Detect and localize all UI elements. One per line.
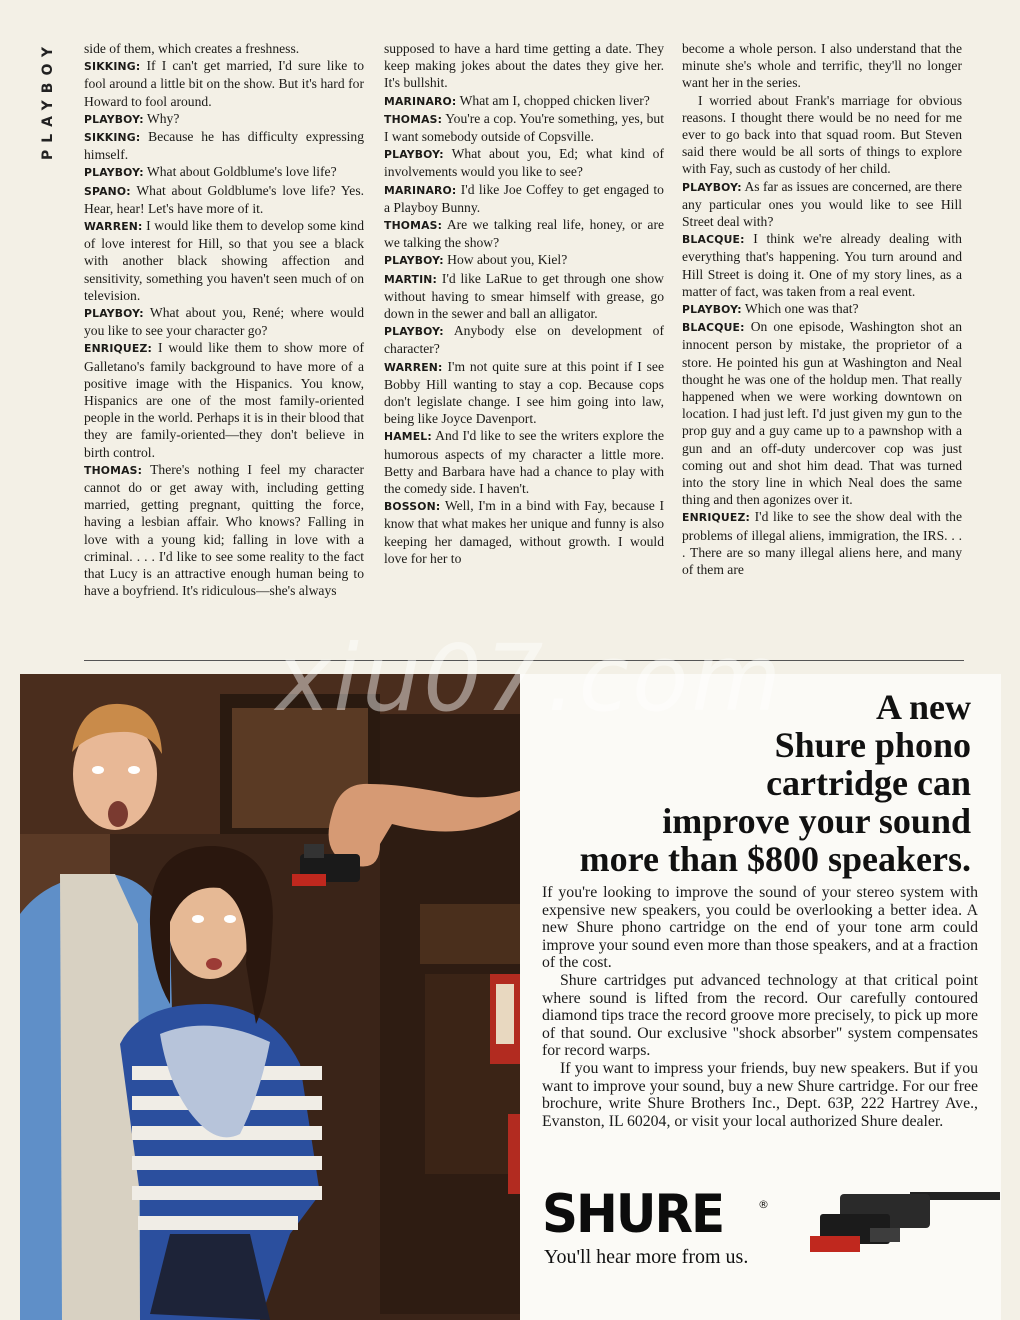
paragraph-text: I worried about Frank's marriage for obvious reasons. I thought there would be no need for me ever to go back into that squad room. But Steven said there would be all sorts of things to explore with Fay, such as custody of her child. bbox=[682, 92, 962, 177]
speaker-label: THOMAS: bbox=[84, 463, 143, 477]
speaker-label: BLACQUE: bbox=[682, 233, 745, 247]
ad-body-copy bbox=[542, 884, 978, 1130]
speaker-label: MARTIN: bbox=[384, 272, 438, 286]
article-paragraph bbox=[84, 304, 364, 339]
article-paragraph bbox=[682, 40, 962, 92]
article-paragraph bbox=[84, 339, 364, 460]
article-paragraph bbox=[682, 92, 962, 178]
article-paragraph bbox=[384, 216, 664, 251]
watermark-text: xiu07.com bbox=[275, 625, 785, 732]
speaker-label: ENRIQUEZ: bbox=[682, 511, 751, 525]
speaker-label: MARINARO: bbox=[384, 183, 457, 197]
article-paragraph bbox=[682, 230, 962, 300]
speaker-label: BLACQUE: bbox=[682, 321, 745, 335]
article-paragraph bbox=[384, 251, 664, 269]
paragraph-text: I think we're already dealing with everything that's happening. You turn around and Hill Street is doing it. One of my story lines, as a matter of fact, was taken from a real event. bbox=[682, 231, 962, 299]
paragraph-text: As far as issues are concerned, are there any particular ones you would like to see Hill Street deal with? bbox=[682, 178, 962, 230]
article-paragraph bbox=[682, 300, 962, 318]
speaker-label: SIKKING: bbox=[84, 60, 141, 74]
paragraph-text: Why? bbox=[146, 110, 180, 126]
paragraph-text: Are we talking real life, honey, or are we talking the show? bbox=[384, 217, 664, 251]
article-paragraph bbox=[84, 163, 364, 181]
speaker-label: MARINARO: bbox=[384, 94, 457, 108]
article-paragraph bbox=[384, 497, 664, 567]
paragraph-text: What about you, René; where would you like to see your character go? bbox=[84, 305, 365, 339]
speaker-label: PLAYBOY: bbox=[384, 254, 444, 268]
speaker-label: HAMEL: bbox=[384, 430, 432, 444]
speaker-label: PLAYBOY: bbox=[384, 148, 444, 162]
paragraph-text: Anybody else on development of character? bbox=[384, 323, 664, 357]
article-paragraph bbox=[84, 40, 364, 57]
speaker-label: SPANO: bbox=[84, 184, 131, 198]
article-paragraph bbox=[384, 358, 664, 428]
ad-photo bbox=[20, 674, 520, 1320]
speaker-label: PLAYBOY: bbox=[84, 112, 144, 126]
speaker-label: PLAYBOY: bbox=[682, 180, 742, 194]
magazine-side-label: PLAYBOY bbox=[40, 40, 56, 161]
paragraph-text: I would like them to show more of Galletano's family background to have more of a positive image with the Hispanics. You know, Hispanics are one of the most family-oriented people in the world. Perhaps it is in their blood that they are family-oriented—they don't believe in birth control. bbox=[84, 340, 364, 460]
article-paragraph bbox=[384, 270, 664, 323]
paragraph-text: If I can't get married, I'd sure like to fool around a little bit on the show. But it's hard for Howard to fool around. bbox=[84, 58, 364, 109]
paragraph-text: What about you, Ed; what kind of involvements would you like to see? bbox=[384, 146, 664, 180]
article-paragraph bbox=[384, 92, 664, 110]
ad-paragraph: If you want to impress your friends, buy new speakers. But if you want to improve your sound, buy a new Shure cartridge. For our free brochure, write Shure Brothers Inc., Dept. 63P, 222 Hartrey Ave., Evanston, IL 60204, or visit your local authorized Shure dealer. bbox=[542, 1059, 978, 1130]
paragraph-text: I'd like to see the show deal with the problems of illegal aliens, immigration, the IRS. . . . There are so many illegal aliens here, and many of them are bbox=[682, 509, 962, 578]
cartridge-product-image bbox=[780, 1184, 1000, 1264]
speaker-label: PLAYBOY: bbox=[682, 303, 742, 317]
speaker-label: ENRIQUEZ: bbox=[84, 342, 153, 356]
article-column-1 bbox=[84, 40, 364, 600]
article-paragraph bbox=[384, 40, 664, 92]
article-paragraph bbox=[682, 508, 962, 578]
registered-mark: ® bbox=[758, 1198, 769, 1211]
paragraph-text: What about Goldblume's love life? bbox=[146, 164, 337, 180]
paragraph-text: What am I, chopped chicken liver? bbox=[459, 92, 650, 108]
ad-tagline: You'll hear more from us. bbox=[544, 1246, 749, 1268]
article-paragraph bbox=[384, 145, 664, 180]
article-paragraph bbox=[84, 217, 364, 304]
paragraph-text: I'm not quite sure at this point if I see Bobby Hill wanting to stay a cop. Because cops don't legislate change. I see him going into law, being like Joyce Davenport. bbox=[384, 358, 664, 427]
paragraph-text: What about Goldblume's love life? Yes. Hear, hear! Let's have more of it. bbox=[84, 182, 365, 216]
paragraph-text: And I'd like to see the writers explore the humorous aspects of my character a little more. Betty and Barbara have had a chance to play with the comedy side. I haven't. bbox=[384, 428, 664, 497]
paragraph-text: I would like them to develop some kind of love interest for Hill, so that you see a black with another black showing affection and sensitivity, something you haven't seen much of on television. bbox=[84, 218, 364, 303]
paragraph-text: You're a cop. You're something, yes, but I want somebody outside of Copsville. bbox=[384, 110, 664, 145]
article-column-2 bbox=[384, 40, 664, 567]
paragraph-text: Well, I'm in a bind with Fay, because I know that what makes her unique and funny is also keeping her damaged, without growth. I would love for her to bbox=[384, 498, 664, 566]
section-divider bbox=[84, 660, 964, 661]
article-column-3 bbox=[682, 40, 962, 578]
article-paragraph bbox=[384, 110, 664, 145]
ad-paragraph: If you're looking to improve the sound of your stereo system with expensive new speakers, you could be overlooking a better idea. A new Shure phono cartridge on the end of your tone arm could improve your sound even more than those speakers, and at a fraction of the cost. bbox=[542, 884, 978, 972]
speaker-label: THOMAS: bbox=[384, 219, 443, 233]
article-paragraph bbox=[84, 182, 364, 217]
shure-logo: SHURE bbox=[542, 1183, 724, 1245]
article-paragraph bbox=[84, 128, 364, 163]
paragraph-text: There's nothing I feel my character cannot do or get away with, including getting married, getting pregnant, quitting the force, having a lesbian affair. Who knows? Falling in love with a young kid; falling in love with a criminal. . . . I'd like to see some reality to the fact that Lucy is an attractive enough human being to have a boyfriend. It's ridiculous—she's always bbox=[84, 461, 365, 599]
ad-paragraph: Shure cartridges put advanced technology at that critical point where sound is lifted from the record. Our carefully contoured diamond tips trace the record groove more precisely, to pick up more of that sound. Our exclusive "shock absorber" system compensates for record warps. bbox=[542, 971, 978, 1060]
speaker-label: PLAYBOY: bbox=[84, 166, 144, 180]
article-paragraph bbox=[682, 178, 962, 231]
article-paragraph bbox=[384, 181, 664, 216]
ad-headline: A new Shure phono cartridge can improve your sound more than $800 speakers. bbox=[579, 687, 971, 879]
speaker-label: SIKKING: bbox=[84, 131, 141, 145]
article-paragraph bbox=[682, 318, 962, 508]
paragraph-text: On one episode, Washington shot an innocent person by mistake, the proprietor of a store. He pointed his gun at Washington and Neal thought he was one of the holdup men. That really happened when we were working downtown on location. I had just left. I'd just given my gun to the prop guy and a guy came up to a pawnshop with a gun and an off-duty undercover cop was just coming out and shot him dead. That was turned into the story line in which Neal does the same thing and then agonizes over it. bbox=[682, 319, 962, 508]
speaker-label: PLAYBOY: bbox=[84, 307, 144, 321]
article-columns bbox=[84, 40, 964, 650]
paragraph-text: become a whole person. I also understand that the minute she's whole and terrific, they'll no longer want her in the series. bbox=[682, 41, 962, 91]
paragraph-text: How about you, Kiel? bbox=[447, 252, 568, 268]
paragraph-text: Because he has difficulty expressing himself. bbox=[84, 129, 365, 163]
paragraph-text: supposed to have a hard time getting a date. They keep making jokes about the dates they give her. It's bullshit. bbox=[384, 41, 664, 91]
paragraph-text: I'd like LaRue to get through one show without having to smear himself with grease, go down in the sewer and ball an alligator. bbox=[384, 270, 664, 322]
article-paragraph bbox=[384, 427, 664, 497]
speaker-label: WARREN: bbox=[84, 220, 143, 234]
article-paragraph bbox=[84, 110, 364, 128]
speaker-label: WARREN: bbox=[384, 360, 443, 374]
speaker-label: PLAYBOY: bbox=[384, 325, 444, 339]
article-paragraph bbox=[384, 322, 664, 357]
paragraph-text: side of them, which creates a freshness. bbox=[84, 41, 300, 56]
article-paragraph bbox=[84, 461, 364, 600]
speaker-label: BOSSON: bbox=[384, 500, 441, 514]
shure-advertisement bbox=[20, 674, 1001, 1320]
paragraph-text: I'd like Joe Coffey to get engaged to a Playboy Bunny. bbox=[384, 181, 664, 215]
speaker-label: THOMAS: bbox=[384, 112, 443, 126]
article-paragraph bbox=[84, 57, 364, 110]
paragraph-text: Which one was that? bbox=[744, 301, 859, 317]
